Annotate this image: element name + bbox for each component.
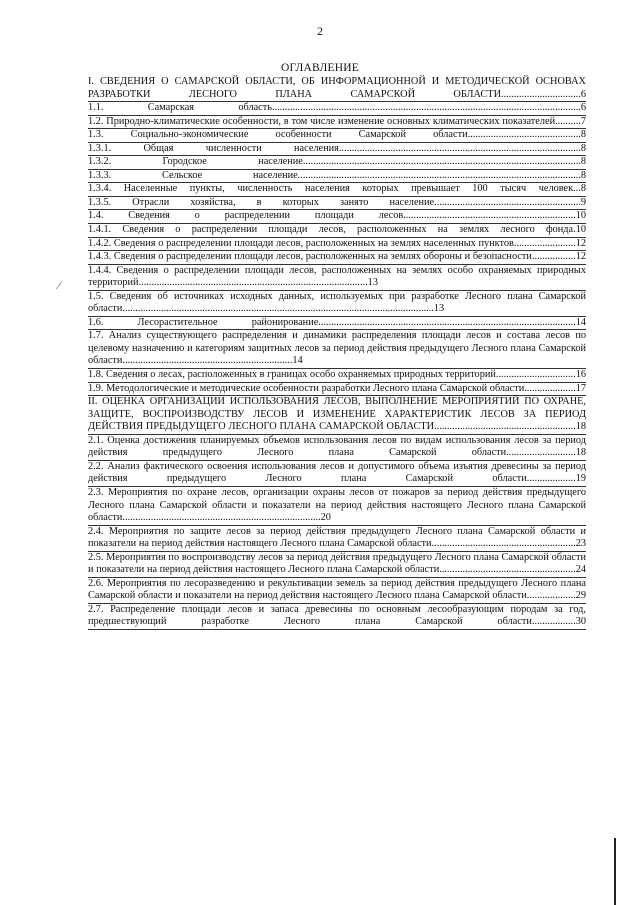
toc-entry-body: [88, 129, 586, 142]
toc-entry-page: 12: [575, 237, 586, 249]
toc-entry[interactable]: [88, 291, 586, 317]
toc-entry-leader: ........................................................: [431, 538, 576, 550]
toc-entry-body: [88, 291, 586, 316]
margin-mark: ⁄: [58, 280, 60, 292]
toc-entry[interactable]: [88, 156, 586, 170]
toc-entry[interactable]: [88, 116, 586, 130]
toc-entry-leader: ...................: [526, 590, 576, 602]
toc-entry-leader: ...............................: [501, 88, 581, 100]
toc-entry-title: 1.6. Лесорастительное районирование: [88, 316, 319, 328]
toc-entry-leader: ...................: [526, 473, 576, 485]
toc-entry-leader: ..................................................................: [122, 355, 293, 367]
toc-entry-page: 16: [575, 369, 586, 381]
toc-entry-leader: .............................................................................: [122, 512, 321, 524]
toc-entry-page: 29: [575, 590, 586, 602]
toc-entry-body: [88, 251, 586, 264]
toc-entry[interactable]: [88, 435, 586, 461]
toc-entry-leader: .................: [531, 251, 576, 263]
toc-entry-page: 13: [367, 277, 378, 289]
toc-entry-page: 8: [580, 156, 586, 168]
toc-entry[interactable]: [88, 396, 586, 435]
toc-entry-leader: ..........: [555, 115, 581, 127]
toc-entry[interactable]: [88, 330, 586, 369]
toc-entry-page: 8: [580, 183, 586, 195]
toc-entry-body: [88, 76, 586, 101]
toc-entry-title: 2.6. Мероприятия по лесоразведению и рекультивации земель за период действия предыдущего Лесного плана Самарской области и показатели на период действия настоящего Лесного плана Самарской области: [88, 577, 586, 602]
toc-entry-page: 18: [575, 421, 586, 433]
toc-entry-title: I. СВЕДЕНИЯ О САМАРСКОЙ ОБЛАСТИ, ОБ ИНФОРМАЦИОННОЙ И МЕТОДИЧЕСКОЙ ОСНОВАХ РАЗРАБОТКИ ЛЕСНОГО ПЛАНА САМАРСКОЙ ОБЛАСТИ: [88, 76, 586, 100]
toc-entry-leader: ....................: [524, 382, 576, 394]
toc-entry-title: 1.5. Сведения об источниках исходных данных, используемых при разработке Лесного плана Самарской области: [88, 290, 586, 315]
toc-entry[interactable]: [88, 102, 586, 116]
toc-entry-body: [88, 487, 586, 525]
toc-entry-leader: ...: [573, 183, 581, 195]
toc-entry-title: 2.5. Мероприятия по воспроизводству лесов за период действия предыдущего Лесного плана Самарской области и показатели на период действия настоящего Лесного плана Самарской области: [88, 551, 586, 576]
toc-entry[interactable]: [88, 578, 586, 604]
toc-entry-body: [88, 552, 586, 577]
toc-entry-title: 1.4.3. Сведения о распределении площади лесов, расположенных на землях обороны и безопасности: [88, 251, 532, 263]
toc-entry-leader: ........................................................................................................................: [271, 102, 581, 114]
toc-entry-body: [88, 526, 586, 551]
toc-entry[interactable]: [88, 197, 586, 211]
toc-entry-title: 2.4. Мероприятия по защите лесов за период действия предыдущего Лесного плана Самарской области и показатели на период действия настоящего Лесного плана Самарской области: [88, 525, 586, 550]
toc-entry[interactable]: [88, 317, 586, 331]
toc-entry-body: [88, 265, 586, 290]
toc-entry[interactable]: [88, 552, 586, 578]
toc-entry[interactable]: [88, 238, 586, 252]
toc-entry-title: 1.8. Сведения о лесах, расположенных в границах особо охраняемых природных территорий: [88, 369, 496, 381]
toc-entry-title: 1.9. Методологические и методические особенности разработки Лесного плана Самарской области: [88, 382, 525, 394]
toc-entry-leader: .......................................................: [434, 421, 576, 433]
toc-entry-title: 1.3.5. Отрасли хозяйства, в которых занято население: [88, 196, 435, 208]
toc-entry-body: [88, 102, 586, 115]
toc-entry-title: 2.7. Распределение площади лесов и запаса древесины по основным лесообразующим породам за год, предшествующий разработке Лесного плана Самарской области: [88, 603, 586, 628]
toc-entry-leader: .................: [531, 616, 576, 628]
toc-entry-title: 1.3.1. Общая численности населения: [88, 142, 339, 154]
toc-entry[interactable]: [88, 369, 586, 383]
toc-entry-leader: ........................: [513, 237, 576, 249]
toc-entry-title: 1.3.3. Сельское население: [88, 169, 298, 181]
toc-entry-page: 9: [580, 196, 586, 208]
page-number: 2: [317, 24, 323, 38]
toc-entry-leader: ....................................................................................................: [318, 316, 576, 328]
toc-entry-page: 19: [575, 473, 586, 485]
toc-entry-page: 18: [575, 447, 586, 459]
toc-entry-page: 10: [575, 224, 586, 236]
toc-entry-body: [88, 383, 586, 396]
toc-entry-page: 7: [580, 115, 586, 127]
toc-entry-body: [88, 143, 586, 156]
toc-entry-title: 1.4. Сведения о распределении площади лесов: [88, 210, 404, 222]
toc-entry-leader: ...................................................................: [403, 210, 576, 222]
toc-entry-page: 24: [575, 564, 586, 576]
toc-entry-page: 10: [575, 210, 586, 222]
toc-entry-body: [88, 183, 586, 196]
toc-entry-page: 8: [580, 169, 586, 181]
toc-entry-leader: ..............................................................................................: [338, 142, 581, 154]
toc-entry-title: 1.4.1. Сведения о распределении площади лесов, расположенных на землях лесного фонда.: [88, 224, 576, 236]
toc-entry-body: [88, 461, 586, 486]
toc-entry-body: [88, 210, 586, 223]
toc-entry-body: [88, 224, 586, 237]
toc-entry-title: 1.3. Социально-экономические особенности Самарской области: [88, 129, 468, 141]
toc-entry-title: 1.4.2. Сведения о распределении площади лесов, расположенных на землях населенных пунктов: [88, 237, 514, 249]
toc-entry-title: 2.2. Анализ фактического освоения использования лесов и допустимого объема изъятия древесины за период действия предыдущего Лесного плана Самарской области: [88, 460, 586, 485]
toc-entry[interactable]: [88, 526, 586, 552]
toc-entry[interactable]: [88, 461, 586, 487]
toc-entry[interactable]: [88, 129, 586, 143]
toc-entry-page: 30: [575, 616, 586, 628]
toc-entry-page: 13: [433, 303, 445, 315]
toc-entry-leader: .....................................................: [439, 564, 576, 576]
toc-entry-leader: ..............................................................................................................: [297, 169, 581, 181]
toc-entry-title: 1.2. Природно-климатические особенности, в том числе изменение основных климатических показателей: [88, 115, 556, 127]
toc-entry-page: 6: [580, 102, 586, 114]
toc-entry-body: [88, 369, 586, 382]
toc-entry-title: 1.4.4. Сведения о распределении площади лесов, расположенных на землях особо охраняемых природных территорий: [88, 264, 586, 289]
toc-heading: ОГЛАВЛЕНИЕ: [281, 62, 359, 74]
toc-entry[interactable]: [88, 143, 586, 157]
toc-entry[interactable]: [88, 170, 586, 184]
toc-entry[interactable]: [88, 210, 586, 224]
toc-entry-leader: .........................................................................................................................: [122, 303, 434, 315]
toc-entry[interactable]: [88, 265, 586, 291]
toc-entry-page: 8: [580, 142, 586, 154]
toc-entry-title: 2.3. Мероприятия по охране лесов, организации охраны лесов от пожаров за период действия предыдущего Лесного плана Самарской области и показатели на период действия настоящего Лесного плана Самарской области: [88, 486, 586, 524]
toc-entry-page: 6: [580, 88, 586, 100]
toc-entry-page: 12: [575, 251, 586, 263]
toc-entry-leader: ............................................................................................................: [302, 156, 581, 168]
toc-entry-title: II. ОЦЕНКА ОРГАНИЗАЦИИ ИСПОЛЬЗОВАНИЯ ЛЕСОВ, ВЫПОЛНЕНИЕ МЕРОПРИЯТИЙ ПО ОХРАНЕ, ЗАЩИТЕ, ВОСПРОИЗВОДСТВУ ЛЕСОВ И ИЗМЕНЕНИЕ ХАРАКТЕРИСТИК ЛЕСОВ ЗА ПЕРИОД ДЕЙСТВИЯ ПРЕДЫДУЩЕГО ЛЕСНОГО ПЛАНА САМАРСКОЙ ОБЛАСТИ: [88, 396, 586, 433]
toc-entry-leader: .........................................................................................: [138, 277, 368, 289]
table-of-contents: [88, 76, 586, 630]
toc-entry[interactable]: [88, 251, 586, 265]
toc-entry[interactable]: [88, 224, 586, 238]
toc-entry[interactable]: [88, 183, 586, 197]
toc-entry-title: 1.1. Самарская область: [88, 102, 272, 114]
toc-entry-title: 2.1. Оценка достижения планируемых объемов использования лесов по видам использования лесов за период действия предыдущего Лесного плана Самарской области: [88, 434, 586, 459]
toc-entry-body: [88, 578, 586, 603]
scan-edge-mark: [614, 838, 616, 905]
toc-entry-leader: ............................................: [467, 129, 581, 141]
toc-entry-page: 17: [575, 382, 586, 394]
toc-entry-page: 14: [575, 316, 586, 328]
toc-entry-page: 23: [575, 538, 586, 550]
toc-entry-page: 20: [320, 512, 331, 524]
toc-entry-leader: ...........................: [506, 447, 576, 459]
toc-entry-title: 1.7. Анализ существующего распределения и динамики распределения площади лесов и состава лесов по целевому назначению и категориям защитных лесов за период действия предыдущего Лесного плана Самарской области: [88, 330, 586, 367]
toc-entry-leader: .........................................................: [434, 196, 581, 208]
toc-entry-body: [88, 330, 586, 368]
toc-entry-leader: ...............................: [495, 369, 576, 381]
toc-entry-body: [88, 170, 586, 183]
toc-entry-body: [88, 604, 586, 629]
toc-entry-body: [88, 238, 586, 251]
toc-entry-body: [88, 197, 586, 210]
toc-entry-body: [88, 156, 586, 169]
toc-entry-body: [88, 435, 586, 460]
toc-entry-body: [88, 317, 586, 330]
toc-entry[interactable]: [88, 487, 586, 526]
toc-entry-body: [88, 116, 586, 129]
toc-entry[interactable]: [88, 76, 586, 102]
toc-entry-page: 8: [580, 129, 586, 141]
toc-entry[interactable]: [88, 604, 586, 630]
toc-entry-body: [88, 396, 586, 434]
toc-entry-title: 1.3.4. Населенные пункты, численность населения которых превышает 100 тысяч человек: [88, 183, 574, 195]
toc-entry-page: 14: [292, 355, 303, 367]
toc-entry[interactable]: [88, 383, 586, 397]
toc-entry-title: 1.3.2. Городское население: [88, 156, 303, 168]
